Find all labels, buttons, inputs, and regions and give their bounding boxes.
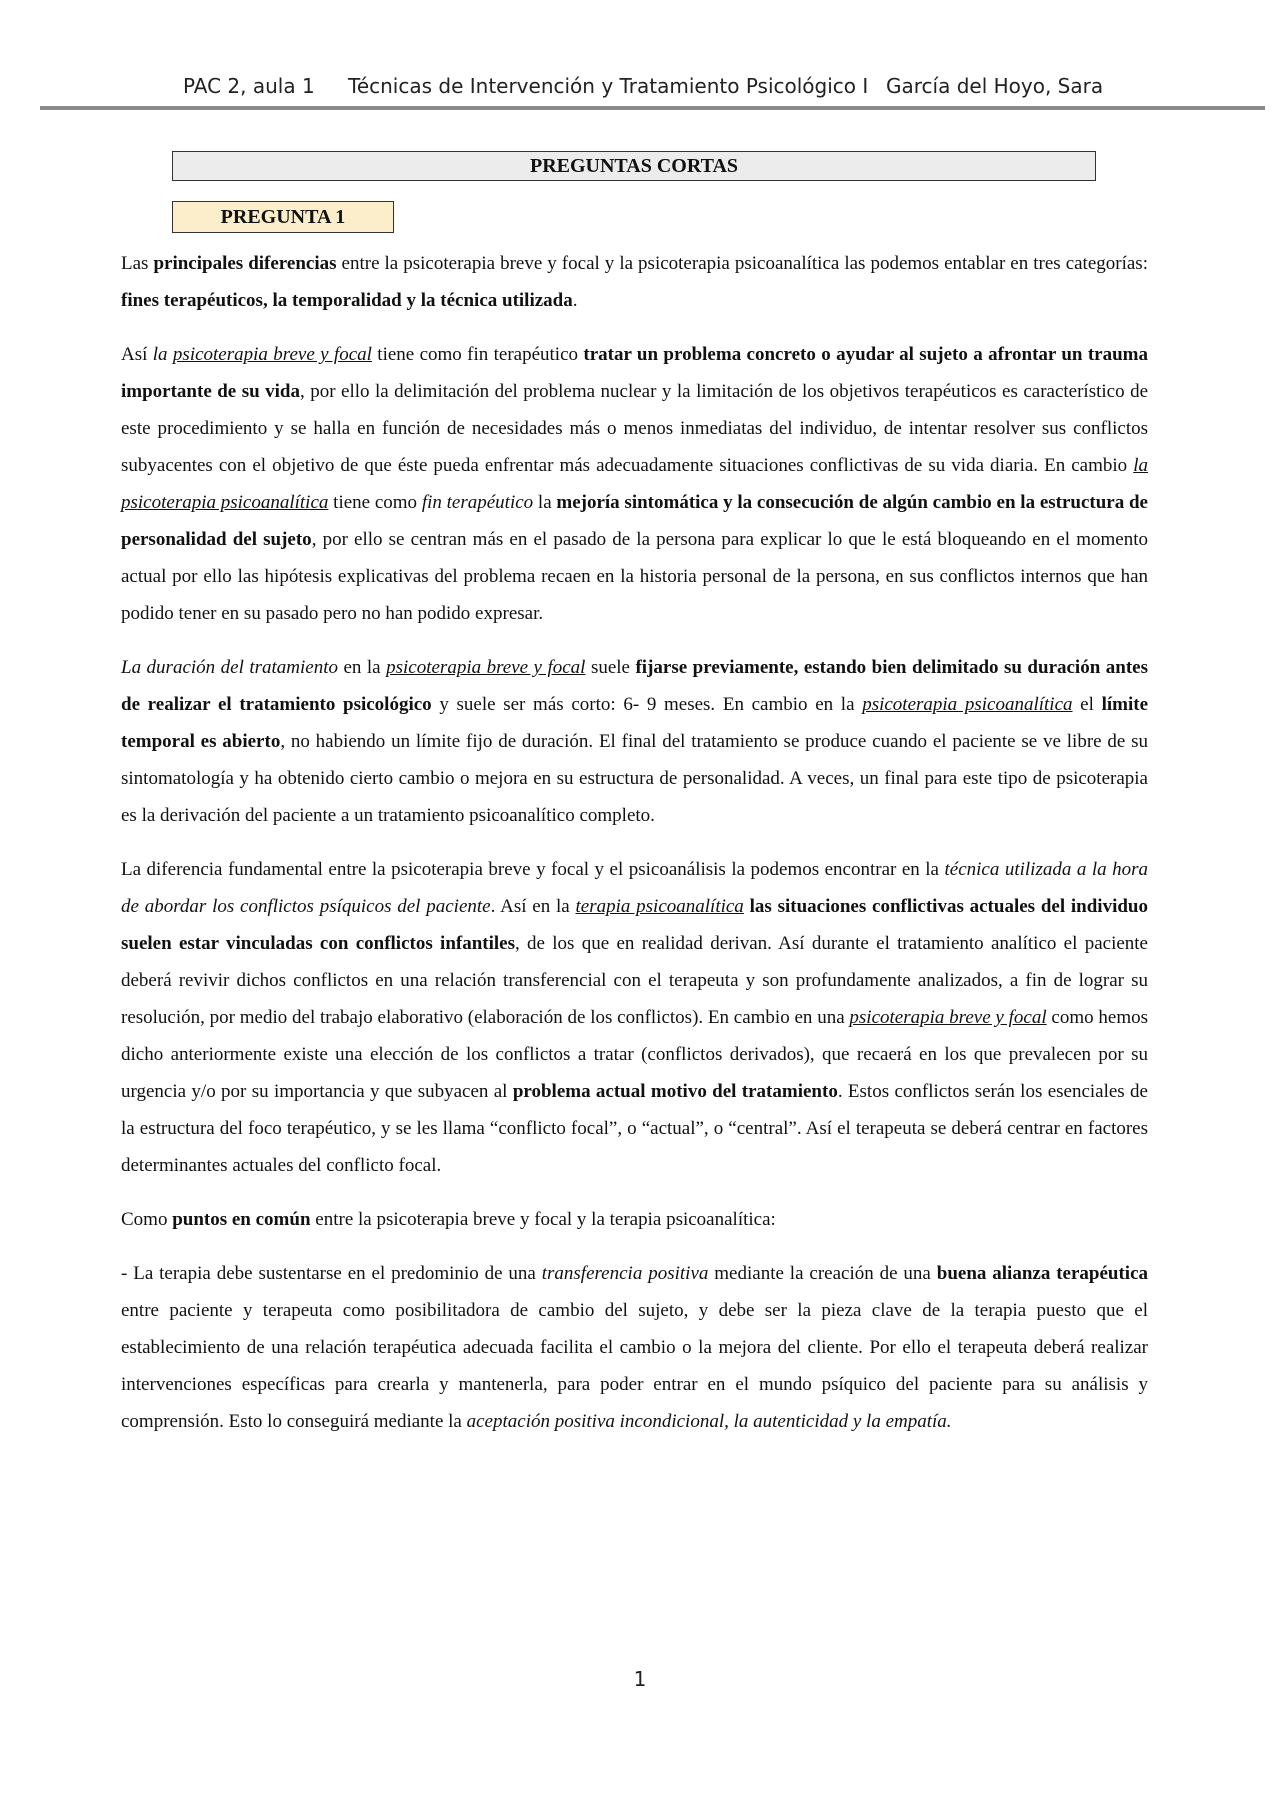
underlined-term: psicoterapia psicoanalítica — [862, 694, 1073, 715]
text: entre la psicoterapia breve y focal y la psicoterapia psicoanalítica las podemos entablar en tres categorías: — [336, 253, 1148, 274]
italic-text: La duración del tratamiento — [121, 657, 338, 678]
text: en la — [338, 657, 387, 678]
bold-text: principales diferencias — [153, 253, 337, 274]
bold-text: fijarse previamente, estando bien delimitado su duración antes de realizar el tratamiento psicológico — [121, 657, 1148, 715]
text: tiene como — [328, 492, 422, 513]
text: . Así en la — [490, 896, 576, 917]
italic-text: aceptación positiva incondicional, la autenticidad y la empatía. — [466, 1411, 952, 1432]
document-body — [121, 245, 1148, 1457]
text: La diferencia fundamental entre la psicoterapia breve y focal y el psicoanálisis la podemos encontrar en la — [121, 859, 945, 880]
italic-text: fin terapéutico — [421, 492, 534, 513]
header-subject: Técnicas de Intervención y Tratamiento Psicológico I — [348, 74, 869, 98]
text: mediante la creación de una — [708, 1263, 937, 1284]
text: , de los que en realidad derivan. Así durante el tratamiento analítico el paciente deberá revivir dichos conflictos en una relación transferencial con el terapeuta y son profundamente analizados, a fin de lograr su resolución, por medio del trabajo elaborativo (elaboración de los conflictos). En cambio en una — [121, 933, 1148, 1028]
text: entre la psicoterapia breve y focal y la terapia psicoanalítica: — [310, 1209, 776, 1230]
text: la — [533, 492, 557, 513]
underlined-term: psicoterapia breve y focal — [849, 1007, 1047, 1028]
paragraph-technique — [121, 851, 1148, 1184]
text: , por ello la delimitación del problema nuclear y la limitación de los objetivos terapéuticos es característico de este procedimiento y se halla en función de necesidades más o menos inmediatas del individuo, de intentar resolver sus conflictos subyacentes con el objetivo de que éste pueda enfrentar más adecuadamente situaciones conflictivas de su vida diaria. En cambio — [121, 381, 1149, 476]
text: . Estos conflictos serán los esenciales de la estructura del foco terapéutico, y se les llama “conflicto focal”, o “actual”, o “central”. Así el terapeuta se deberá centrar en factores determinantes actuales del conflicto focal. — [121, 1081, 1148, 1176]
text: tiene como fin terapéutico — [371, 344, 584, 365]
bold-text: límite temporal es abierto — [121, 694, 1149, 752]
underlined-term: la psicoterapia psicoanalítica — [121, 455, 1148, 513]
text: Así — [121, 344, 153, 365]
text: entre paciente y terapeuta como posibilitadora de cambio del sujeto, y debe ser la pieza clave de la terapia puesto que el establecimiento de una relación terapéutica adecuada facilita el cambio o la mejora del cliente. Por ello el terapeuta deberá realizar intervenciones específicas para crearla y mantenerla, para poder entrar en el mundo psíquico del paciente para su análisis y comprensión. Esto lo conseguirá mediante la — [121, 1300, 1148, 1432]
bold-text: buena alianza terapéutica — [936, 1263, 1149, 1284]
underlined-term: psicoterapia breve y focal — [172, 344, 372, 365]
page-number: 1 — [633, 1667, 647, 1691]
italic-text: la — [152, 344, 173, 365]
text: el — [1072, 694, 1102, 715]
paragraph-duration — [121, 649, 1148, 834]
section-title: PREGUNTAS CORTAS — [172, 151, 1096, 181]
paragraph-differences-intro — [121, 245, 1148, 319]
bold-text: mejoría sintomática y la consecución de algún cambio en la estructura de personalidad del sujeto — [121, 492, 1148, 550]
text: , no habiendo un límite fijo de duración. El final del tratamiento se produce cuando el paciente se ve libre de su sintomatología y ha obtenido cierto cambio o mejora en su estructura de personalidad. A veces, un final para este tipo de psicoterapia es la derivación del paciente a un tratamiento psicoanalítico completo. — [121, 731, 1148, 826]
underlined-term: psicoterapia breve y focal — [386, 657, 586, 678]
italic-text: técnica utilizada a la hora de abordar los conflictos psíquicos del paciente — [121, 859, 1148, 917]
text: . — [572, 290, 578, 311]
bold-text: puntos en común — [172, 1209, 311, 1230]
page-header — [0, 74, 1280, 104]
paragraph-common-point-alliance — [121, 1255, 1148, 1440]
italic-text: transferencia positiva — [541, 1263, 709, 1284]
text: Como — [121, 1209, 173, 1230]
text: como hemos dicho anteriormente existe una elección de los conflictos a tratar (conflictos derivados), que recaerá en los que prevalecen por su urgencia y/o por su importancia y que subyacen al — [121, 1007, 1149, 1102]
text: suele — [585, 657, 636, 678]
bold-text: problema actual motivo del tratamiento — [512, 1081, 838, 1102]
bold-text: las situaciones conflictivas actuales del individuo suelen estar vinculadas con conflictos infantiles — [121, 896, 1148, 954]
text: Las — [121, 253, 154, 274]
text: y suele ser más corto: 6- 9 meses. En cambio en la — [431, 694, 863, 715]
question-label: PREGUNTA 1 — [172, 201, 394, 233]
header-author: García del Hoyo, Sara — [886, 74, 1104, 98]
text: , por ello se centran más en el pasado de la persona para explicar lo que le está bloqueando en el momento actual por ello las hipótesis explicativas del problema recaen en la historia personal de la persona, en sus conflictos internos que han podido tener en su pasado pero no han podido expresar. — [121, 529, 1148, 624]
bold-text: tratar un problema concreto o ayudar al sujeto a afrontar un trauma importante de su vida — [121, 344, 1148, 402]
bold-text: fines terapéuticos, la temporalidad y la técnica utilizada — [121, 290, 573, 311]
header-divider — [40, 106, 1265, 110]
paragraph-therapeutic-aims — [121, 336, 1148, 632]
paragraph-common-points — [121, 1201, 1148, 1238]
text: - La terapia debe sustentarse en el predominio de una — [121, 1263, 542, 1284]
underlined-term: terapia psicoanalítica — [575, 896, 744, 917]
header-course: PAC 2, aula 1 — [183, 74, 315, 98]
